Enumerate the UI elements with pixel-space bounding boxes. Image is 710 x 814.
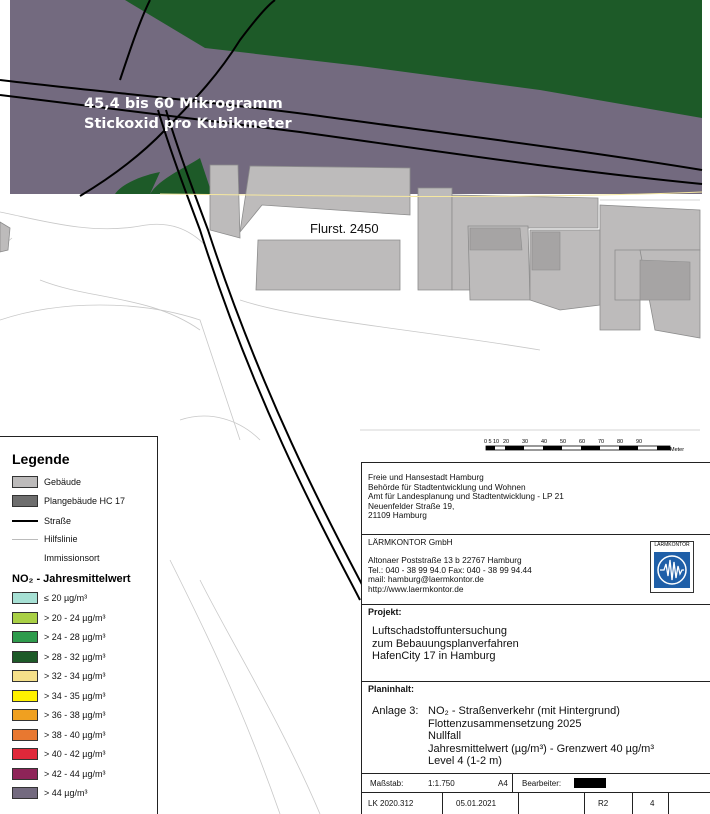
company-name: LÄRMKONTOR GmbH — [368, 537, 453, 547]
legend-class-swatch — [12, 690, 38, 702]
logo-text: LÄRMKONTOR — [654, 542, 690, 548]
authority-line: Freie und Hansestadt Hamburg — [368, 472, 484, 482]
legend-class — [12, 689, 105, 703]
scale-tick-label: 40 — [541, 439, 548, 445]
company-line: Tel.: 040 - 38 99 94.0 Fax: 040 - 38 99 94.44 — [368, 564, 532, 575]
authority-lines — [368, 473, 564, 521]
scale-tick-label: 80 — [617, 439, 624, 445]
legend-class-swatch — [12, 651, 38, 663]
divider — [584, 793, 585, 814]
project-line: HafenCity 17 in Hamburg — [372, 650, 496, 662]
content-line: NO₂ - Straßenverkehr (mit Hintergrund) — [428, 705, 620, 717]
legend-class-swatch — [12, 670, 38, 682]
legend-item — [12, 494, 125, 508]
company-line: mail: hamburg@laermkontor.de — [368, 574, 484, 584]
legend-class-label: > 38 - 40 µg/m³ — [44, 729, 106, 740]
legend-swatch — [12, 476, 38, 488]
legend-item-label: Hilfslinie — [44, 534, 78, 544]
legend-class-swatch — [12, 592, 38, 604]
legend-class-swatch — [12, 787, 38, 799]
legend-item-label: Plangebäude HC 17 — [44, 496, 126, 506]
legend-class-swatch — [12, 768, 38, 780]
legend-class — [12, 650, 105, 664]
scale-tick-label: 0 — [484, 439, 488, 445]
legend-class-label: > 32 - 34 µg/m³ — [44, 671, 106, 681]
divider — [668, 793, 669, 814]
legend-class-label: > 28 - 32 µg/m³ — [44, 651, 106, 662]
scale-tick-label: 50 — [560, 439, 567, 445]
legend-class-label: > 20 - 24 µg/m³ — [44, 612, 106, 623]
sound-wave-logo-icon — [654, 552, 690, 588]
legend — [0, 436, 158, 814]
legend-class — [12, 728, 105, 742]
annotation-line-2: Stickoxid pro Kubikmeter — [84, 116, 292, 132]
legend-line-swatch — [12, 539, 38, 540]
legend-class — [12, 611, 105, 625]
legend-class — [12, 591, 87, 605]
project-section — [362, 605, 710, 682]
legend-class-label: ≤ 20 µg/m³ — [44, 593, 88, 603]
scale-bar — [480, 436, 690, 458]
legend-class — [12, 786, 87, 800]
legend-item-label: Gebäude — [44, 477, 82, 487]
legend-class-swatch — [12, 748, 38, 760]
legend-class-label: > 34 - 35 µg/m³ — [44, 690, 106, 701]
content-line: Nullfall — [428, 730, 462, 742]
legend-class-label: > 42 - 44 µg/m³ — [44, 768, 106, 779]
legend-class — [12, 669, 105, 683]
legend-item — [12, 551, 100, 565]
authority-line: Amt für Landesplanung und Stadtentwicklung - LP 21 — [368, 491, 564, 501]
divider — [512, 774, 513, 793]
company-lines — [368, 556, 532, 594]
project-label: Projekt: — [368, 607, 402, 617]
divider — [442, 793, 443, 814]
project-line: Luftschadstoffuntersuchung — [372, 625, 507, 637]
authority-line: Behörde für Stadtentwicklung und Wohnen — [368, 481, 526, 492]
scale-value: 1:1.750 — [428, 779, 455, 788]
project-line: zum Bebauungsplanverfahren — [372, 637, 519, 650]
page-number: 4 — [650, 799, 655, 808]
scale-tick-label: 10 — [493, 439, 500, 445]
divider — [632, 793, 633, 814]
legend-class — [12, 767, 105, 781]
legend-item — [12, 475, 81, 489]
legend-class-label: > 36 - 38 µg/m³ — [44, 710, 106, 720]
scale-tick-label: 20 — [503, 439, 510, 445]
legend-class — [12, 630, 105, 644]
content-lines — [428, 705, 654, 768]
date: 05.01.2021 — [456, 799, 497, 808]
scale-unit: Meter — [670, 447, 685, 453]
authority-line: Neuenfelder Straße 19, — [368, 500, 455, 511]
content-line: Flottenzusammensetzung 2025 — [428, 717, 582, 730]
legend-swatch — [12, 495, 38, 507]
company-section — [362, 535, 710, 605]
content-line: Jahresmittelwert (µg/m³) - Grenzwert 40 µg/m³ — [428, 742, 654, 755]
scale-row — [362, 774, 710, 793]
legend-line-swatch — [12, 520, 38, 522]
revision: R2 — [598, 799, 609, 808]
legend-class-label: > 40 - 42 µg/m³ — [44, 749, 106, 759]
content-line: Level 4 (1-2 m) — [428, 755, 502, 767]
divider — [518, 793, 519, 814]
company-line: Altonaer Poststraße 13 b 22767 Hamburg — [368, 555, 522, 565]
title-block — [361, 462, 710, 814]
scale-tick-label: 70 — [598, 439, 605, 445]
editor-label: Bearbeiter: — [522, 779, 562, 788]
scale-label: Maßstab: — [370, 779, 404, 788]
company-line: http://www.laermkontor.de — [368, 583, 464, 594]
legend-class-label: > 44 µg/m³ — [44, 788, 88, 798]
authority-section — [362, 463, 710, 535]
legend-class-swatch — [12, 612, 38, 624]
legend-class-label: > 24 - 28 µg/m³ — [44, 632, 106, 642]
legend-class-swatch — [12, 709, 38, 721]
parcel-label: Flurst. 2450 — [310, 221, 379, 236]
legend-item — [12, 514, 71, 528]
content-section — [362, 682, 710, 774]
scale-tick-label: 60 — [579, 439, 586, 445]
legend-class-swatch — [12, 729, 38, 741]
legend-item — [12, 532, 78, 546]
authority-line: 21109 Hamburg — [368, 510, 427, 520]
editor-redacted — [574, 778, 606, 788]
scale-tick-label: 30 — [522, 439, 529, 445]
scale-tick-label: 90 — [636, 439, 643, 445]
no2-annotation — [84, 94, 292, 134]
legend-class — [12, 747, 105, 761]
legend-class-swatch — [12, 631, 38, 643]
footer-row — [362, 793, 710, 814]
legend-item-label: Straße — [44, 516, 72, 526]
anlage-label: Anlage 3: — [372, 705, 419, 717]
legend-class — [12, 708, 105, 722]
legend-classes-title: NO₂ - Jahresmittelwert — [12, 573, 131, 585]
legend-title: Legende — [12, 451, 70, 467]
annotation-line-1: 45,4 bis 60 Mikrogramm — [84, 96, 283, 112]
paper-format: A4 — [498, 779, 508, 788]
project-lines — [372, 625, 519, 663]
content-label: Planinhalt: — [368, 684, 415, 694]
legend-item-label: Immissionsort — [44, 553, 100, 563]
doc-number: LK 2020.312 — [368, 799, 414, 808]
scale-tick-label: 5 — [488, 439, 492, 445]
company-logo — [650, 541, 694, 593]
